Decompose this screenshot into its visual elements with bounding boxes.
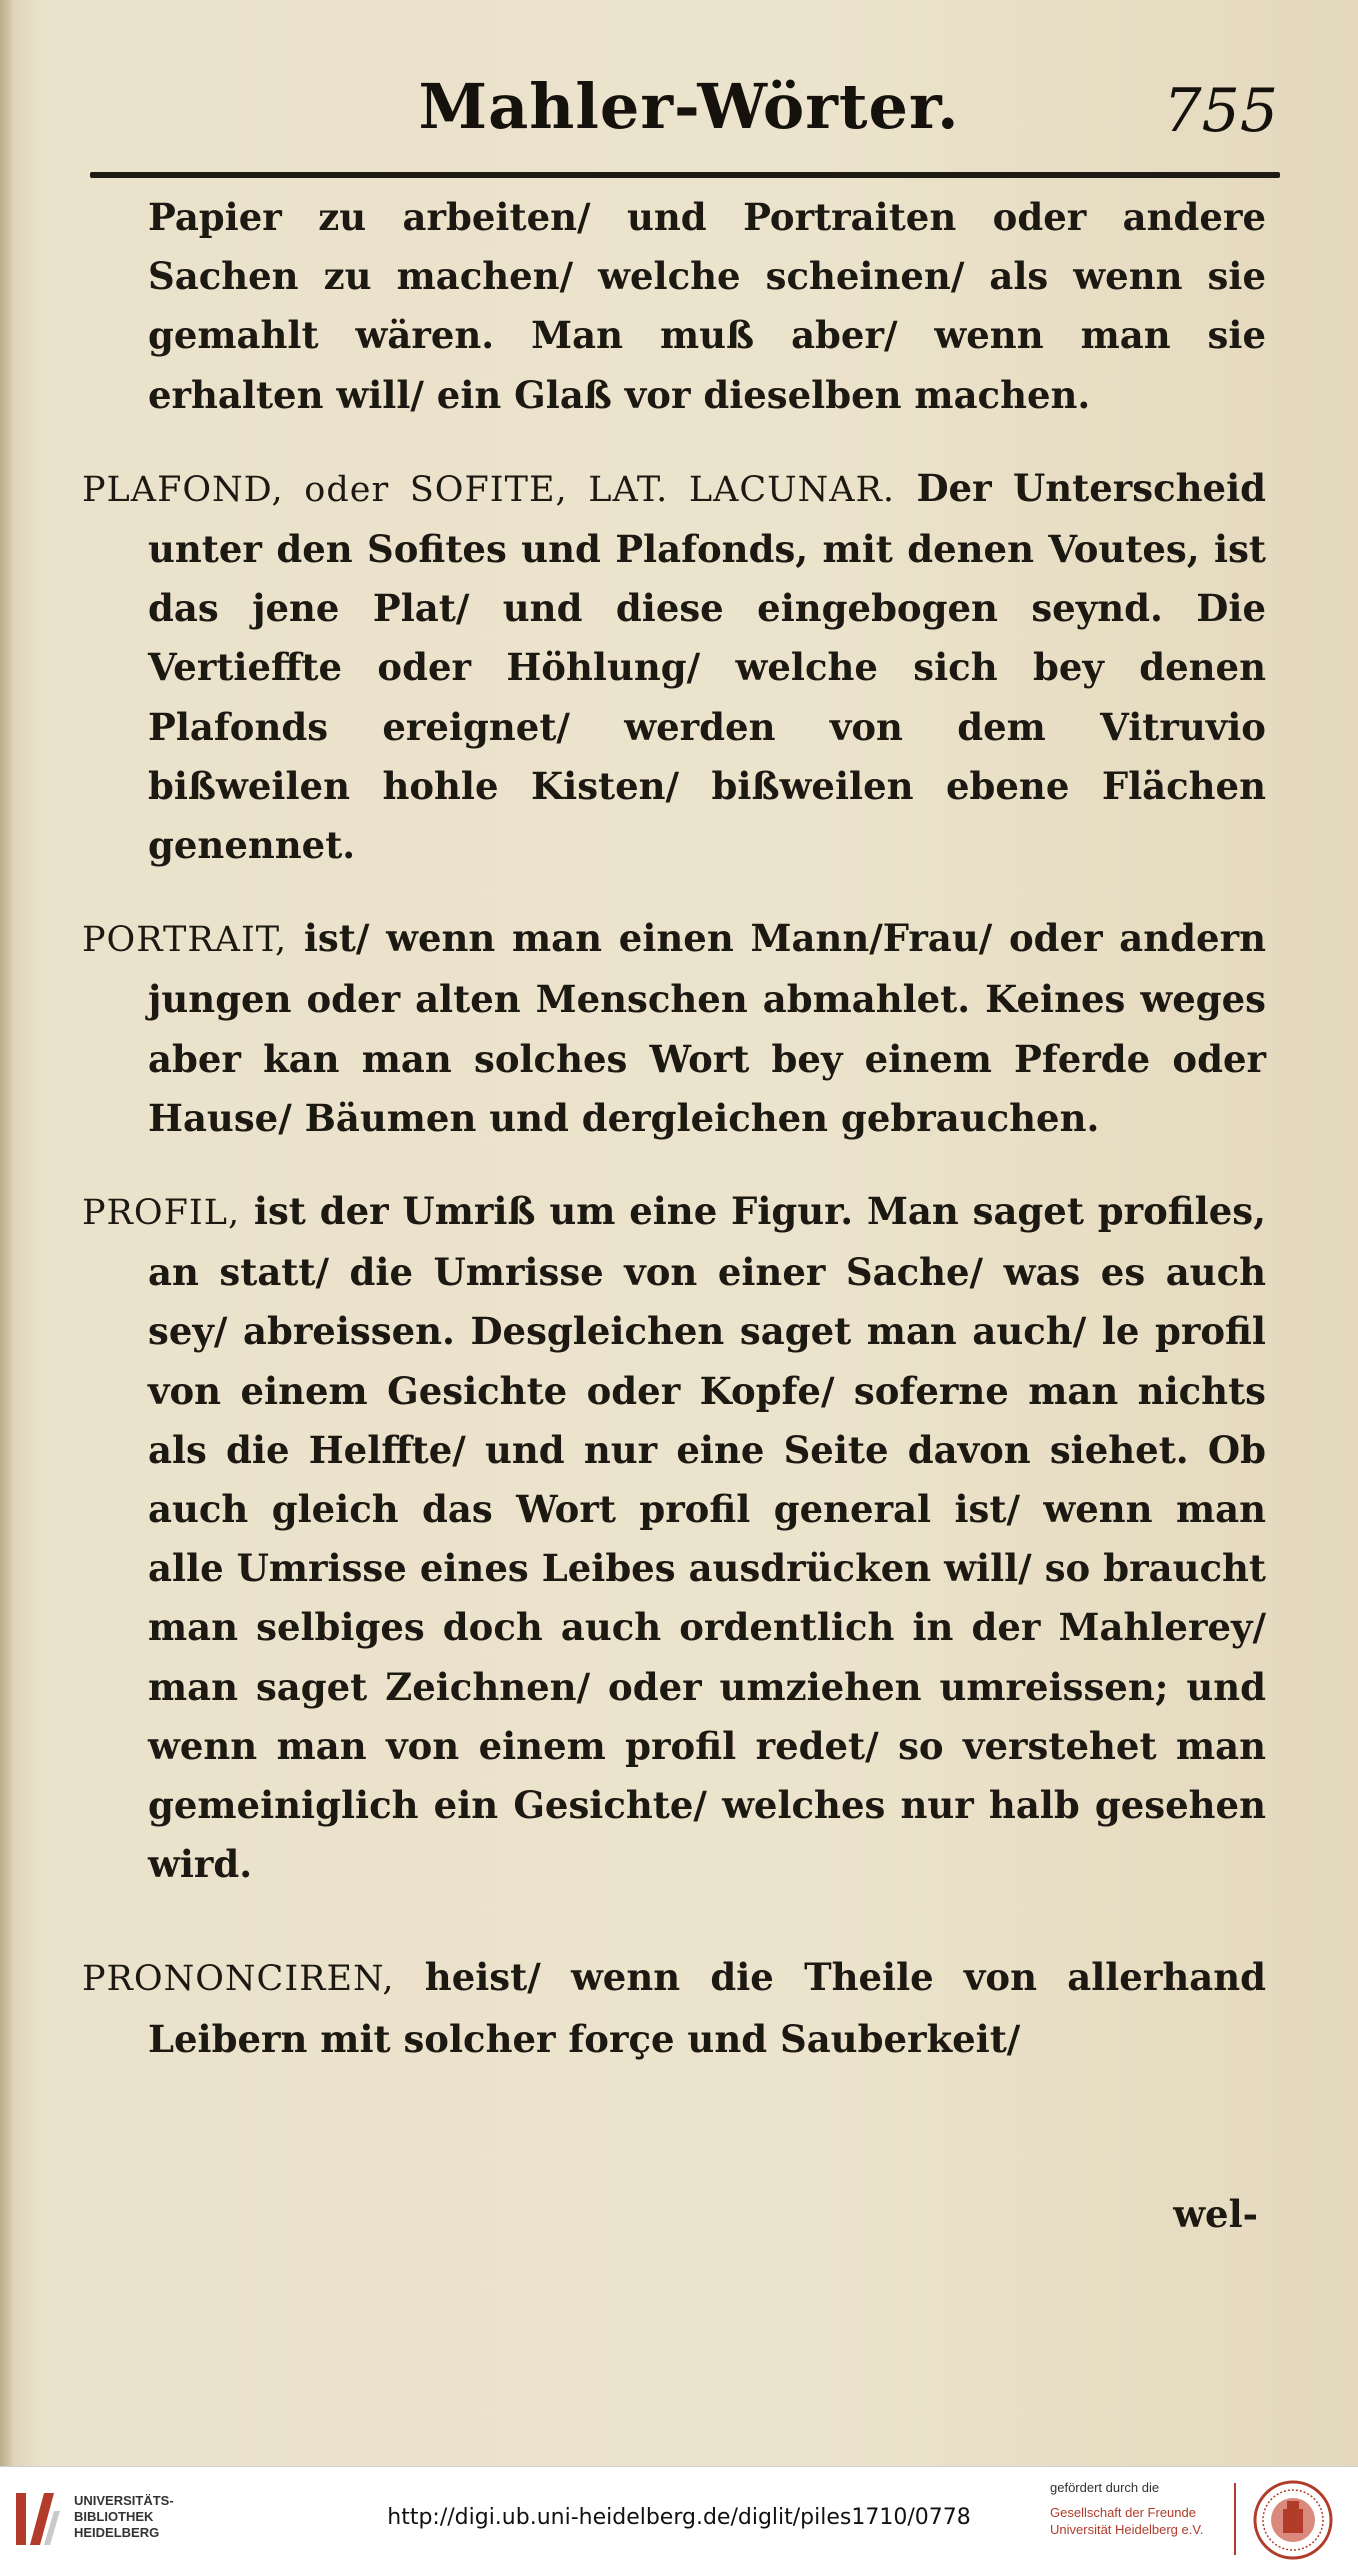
logo-line: BIBLIOTHEK [74, 2509, 154, 2524]
entry-text: ist/ wenn man einen Mann/Frau/ oder andern jungen oder alten Menschen abmahlet. Keines weges aber kan man solches Wort bey einem Pferde oder Hause/ Bäumen und dergleichen gebrauchen. [148, 916, 1266, 1140]
logo-line: UNIVERSITÄTS- [74, 2493, 174, 2508]
page-number: 755 [1163, 76, 1278, 146]
entry-portrait [82, 909, 1266, 1148]
paragraph-continuation [82, 188, 1266, 425]
page-title: Mahler-Wörter. [418, 70, 960, 143]
headword: PROFIL, [82, 1193, 241, 1234]
entry-plafond [82, 459, 1266, 875]
funding-org-line[interactable]: Universität Heidelberg e.V. [1050, 2522, 1204, 2537]
university-seal-icon[interactable] [1252, 2479, 1334, 2561]
catchword: wel- [1173, 2192, 1258, 2236]
entry-text: heist/ wenn die Theile von allerhand Leibern mit solcher forçe und Sauberkeit/ [148, 1955, 1266, 2061]
headword: PRONONCIREN, [82, 1959, 395, 2000]
logo-line: HEIDELBERG [74, 2525, 160, 2540]
entry-profil [82, 1182, 1266, 1894]
entry-text: ist der Umriß um eine Figur. Man saget profiles, an statt/ die Umrisse von einer Sache/ was es auch sey/ abreissen. Desgleichen saget man auch/ le profil von einem Gesichte oder Kopfe/ soferne man nichts als die Helffte/ und nur eine Seite davon siehet. Ob auch gleich das Wort profil general ist/ wenn man alle Umrisse eines Leibes ausdrücken will/ so braucht man selbiges doch auch ordentlich in der Mahlerey/ man saget Zeichnen/ oder umziehen umreissen; und wenn man von einem profil redet/ so verstehet man gemeiniglich ein Gesichte/ welches nur halb gesehen wird. [148, 1189, 1266, 1887]
funding-org-line[interactable]: Gesellschaft der Freunde [1050, 2505, 1196, 2520]
funding-note [1050, 2479, 1250, 2538]
headword: PLAFOND, oder SOFITE, LAT. LACUNAR. [82, 469, 896, 510]
paragraph-text: Papier zu arbeiten/ und Portraiten oder andere Sachen zu machen/ welche scheinen/ als wenn sie gemahlt wären. Man muß aber/ wenn man sie erhalten will/ ein Glaß vor dieselben machen. [148, 195, 1266, 417]
viewer-footer [0, 2466, 1358, 2570]
entry-prononciren [82, 1948, 1266, 2068]
running-head [90, 62, 1288, 172]
funding-divider [1234, 2483, 1236, 2555]
entry-text: Der Unterscheid unter den Sofites und Plafonds, mit denen Voutes, ist das jene Plat/ und diese eingebogen seynd. Die Vertieffte oder Höhlung/ welche sich bey denen Plafonds ereignet/ werden von dem Vitruvio bißweilen hohle Kisten/ bißweilen ebene Flächen genennet. [148, 465, 1266, 868]
permalink-url[interactable]: http://digi.ub.uni-heidelberg.de/diglit/piles1710/0778 [387, 2505, 971, 2530]
headword: PORTRAIT, [82, 920, 288, 961]
header-rule [90, 172, 1280, 178]
funding-label: gefördert durch die [1050, 2480, 1160, 2495]
text-body [82, 188, 1266, 2268]
